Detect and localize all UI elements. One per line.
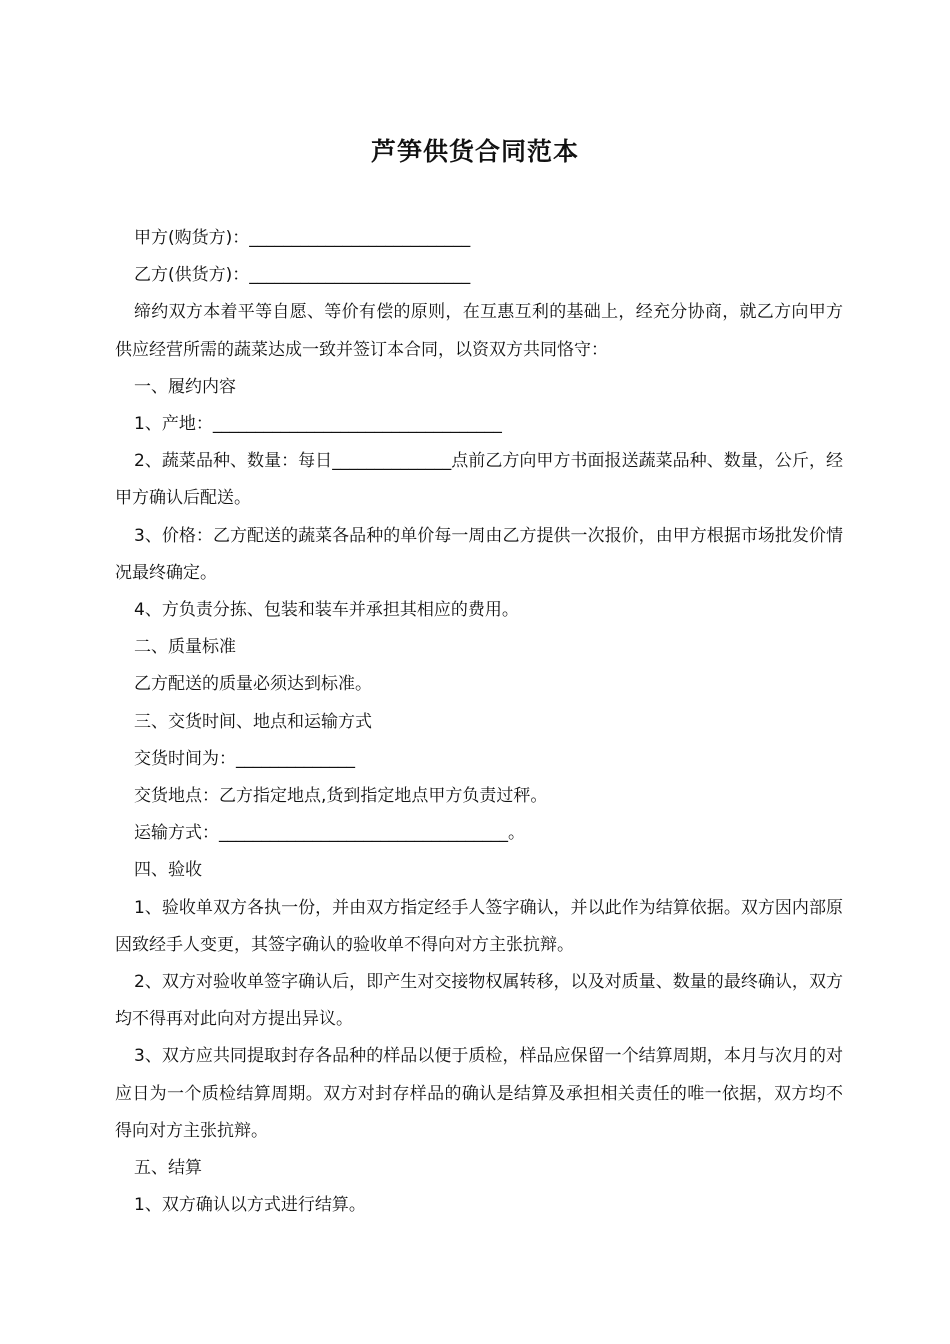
clause-variety-quantity: 2、蔬菜品种、数量：每日______________点前乙方向甲方书面报送蔬菜品种、数量，公斤，经甲方确认后配送。: [115, 451, 843, 509]
section-heading-2: 二、质量标准: [134, 637, 236, 658]
clause-delivery-place: 交货地点：乙方指定地点,货到指定地点甲方负责过秤。: [134, 786, 548, 807]
clause-settlement-1: 1、双方确认以方式进行结算。: [134, 1195, 366, 1216]
section-heading-3: 三、交货时间、地点和运输方式: [134, 711, 372, 732]
section-heading-1: 一、履约内容: [134, 376, 236, 397]
party-a-line: 甲方(购货方)：__________________________: [134, 228, 471, 248]
clause-price: 3、价格：乙方配送的蔬菜各品种的单价每一周由乙方提供一次报价，由甲方根据市场批发价情况最终确定。: [115, 525, 843, 583]
document-body: [115, 220, 843, 1224]
clause-delivery-time: 交货时间为：______________: [134, 748, 355, 769]
section-heading-5: 五、结算: [134, 1158, 202, 1179]
clause-acceptance-1: 1、验收单双方各执一份，并由双方指定经手人签字确认，并以此作为结算依据。双方因内部原因致经手人变更，其签字确认的验收单不得向对方主张抗辩。: [115, 897, 843, 955]
clause-transport: 运输方式：__________________________________。: [134, 823, 525, 844]
preamble-paragraph: 缔约双方本着平等自愿、等价有偿的原则，在互惠互利的基础上，经充分协商，就乙方向甲方供应经营所需的蔬菜达成一致并签订本合同，以资双方共同恪守：: [115, 302, 843, 360]
section-heading-4: 四、验收: [134, 860, 202, 881]
clause-acceptance-2: 2、双方对验收单签字确认后，即产生对交接物权属转移，以及对质量、数量的最终确认，双方均不得再对此向对方提出异议。: [115, 972, 843, 1030]
party-b-line: 乙方(供货方)：__________________________: [134, 265, 471, 286]
clause-packing: 4、方负责分拣、包装和装车并承担其相应的费用。: [134, 600, 519, 621]
clause-quality: 乙方配送的质量必须达到标准。: [134, 674, 372, 695]
clause-acceptance-3: 3、双方应共同提取封存各品种的样品以便于质检，样品应保留一个结算周期，本月与次月的对应日为一个质检结算周期。双方对封存样品的确认是结算及承担相关责任的唯一依据，双方均不得向对方主张抗辩。: [115, 1046, 843, 1141]
clause-origin: 1、产地：__________________________________: [134, 414, 502, 435]
document-title: 芦笋供货合同范本: [370, 137, 579, 166]
